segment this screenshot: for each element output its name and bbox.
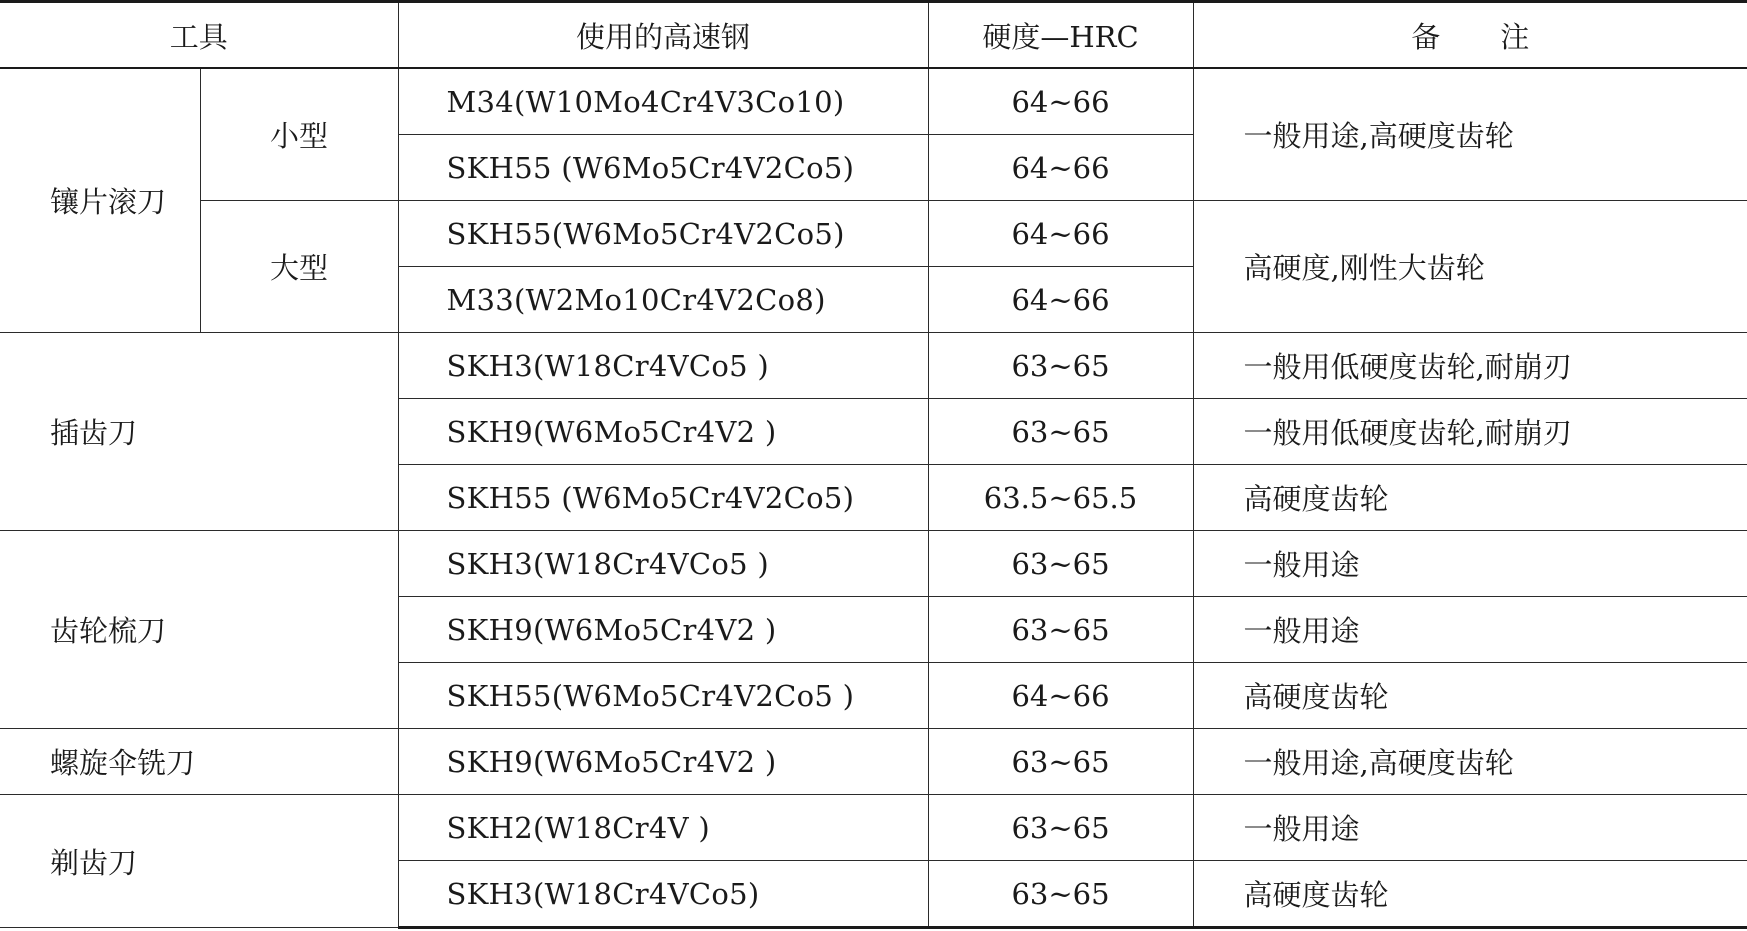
note-cell: 一般用途 bbox=[1193, 597, 1747, 663]
steel-cell: SKH55 (W6Mo5Cr4V2Co5) bbox=[398, 465, 928, 531]
header-steel: 使用的高速钢 bbox=[398, 2, 928, 69]
note-cell: 一般用途,高硬度齿轮 bbox=[1193, 68, 1747, 201]
tool-name: 齿轮梳刀 bbox=[0, 531, 398, 729]
hardness-cell: 64~66 bbox=[928, 68, 1193, 135]
steel-cell: SKH2(W18Cr4V ) bbox=[398, 795, 928, 861]
hardness-cell: 63.5~65.5 bbox=[928, 465, 1193, 531]
hardness-cell: 63~65 bbox=[928, 861, 1193, 928]
tool-name: 插齿刀 bbox=[0, 333, 398, 531]
steel-cell: SKH9(W6Mo5Cr4V2 ) bbox=[398, 729, 928, 795]
table-row bbox=[0, 333, 1747, 399]
steel-cell: SKH3(W18Cr4VCo5) bbox=[398, 861, 928, 928]
steel-cell: SKH55 (W6Mo5Cr4V2Co5) bbox=[398, 135, 928, 201]
note-cell: 一般用低硬度齿轮,耐崩刃 bbox=[1193, 399, 1747, 465]
note-cell: 一般用途,高硬度齿轮 bbox=[1193, 729, 1747, 795]
hardness-cell: 63~65 bbox=[928, 729, 1193, 795]
note-cell: 一般用途 bbox=[1193, 795, 1747, 861]
hardness-cell: 64~66 bbox=[928, 201, 1193, 267]
note-cell: 高硬度齿轮 bbox=[1193, 663, 1747, 729]
note-cell: 一般用途 bbox=[1193, 531, 1747, 597]
steel-cell: SKH9(W6Mo5Cr4V2 ) bbox=[398, 597, 928, 663]
header-hardness: 硬度—HRC bbox=[928, 2, 1193, 69]
note-cell: 一般用低硬度齿轮,耐崩刃 bbox=[1193, 333, 1747, 399]
note-cell: 高硬度齿轮 bbox=[1193, 861, 1747, 928]
tool-name: 剃齿刀 bbox=[0, 795, 398, 928]
table-row bbox=[0, 201, 1747, 267]
hardness-cell: 63~65 bbox=[928, 597, 1193, 663]
tool-size: 小型 bbox=[200, 68, 398, 201]
steel-cell: SKH55(W6Mo5Cr4V2Co5 ) bbox=[398, 663, 928, 729]
tool-name: 镶片滚刀 bbox=[0, 68, 200, 333]
note-cell: 高硬度齿轮 bbox=[1193, 465, 1747, 531]
hardness-cell: 63~65 bbox=[928, 531, 1193, 597]
header-notes: 备注 bbox=[1193, 2, 1747, 69]
steel-cell: SKH55(W6Mo5Cr4V2Co5) bbox=[398, 201, 928, 267]
table-row bbox=[0, 795, 1747, 861]
hardness-cell: 64~66 bbox=[928, 663, 1193, 729]
tool-size: 大型 bbox=[200, 201, 398, 333]
steel-cell: M34(W10Mo4Cr4V3Co10) bbox=[398, 68, 928, 135]
steel-cell: SKH3(W18Cr4VCo5 ) bbox=[398, 531, 928, 597]
hardness-cell: 64~66 bbox=[928, 135, 1193, 201]
note-cell: 高硬度,刚性大齿轮 bbox=[1193, 201, 1747, 333]
hardness-cell: 63~65 bbox=[928, 399, 1193, 465]
tool-name: 螺旋伞铣刀 bbox=[0, 729, 398, 795]
table-row bbox=[0, 729, 1747, 795]
table-row bbox=[0, 68, 1747, 135]
table-header-row bbox=[0, 2, 1747, 69]
header-tool: 工具 bbox=[0, 2, 398, 69]
steel-cell: SKH3(W18Cr4VCo5 ) bbox=[398, 333, 928, 399]
hardness-cell: 64~66 bbox=[928, 267, 1193, 333]
hardness-cell: 63~65 bbox=[928, 333, 1193, 399]
hardness-cell: 63~65 bbox=[928, 795, 1193, 861]
steel-cell: SKH9(W6Mo5Cr4V2 ) bbox=[398, 399, 928, 465]
steel-cell: M33(W2Mo10Cr4V2Co8) bbox=[398, 267, 928, 333]
table-row bbox=[0, 531, 1747, 597]
